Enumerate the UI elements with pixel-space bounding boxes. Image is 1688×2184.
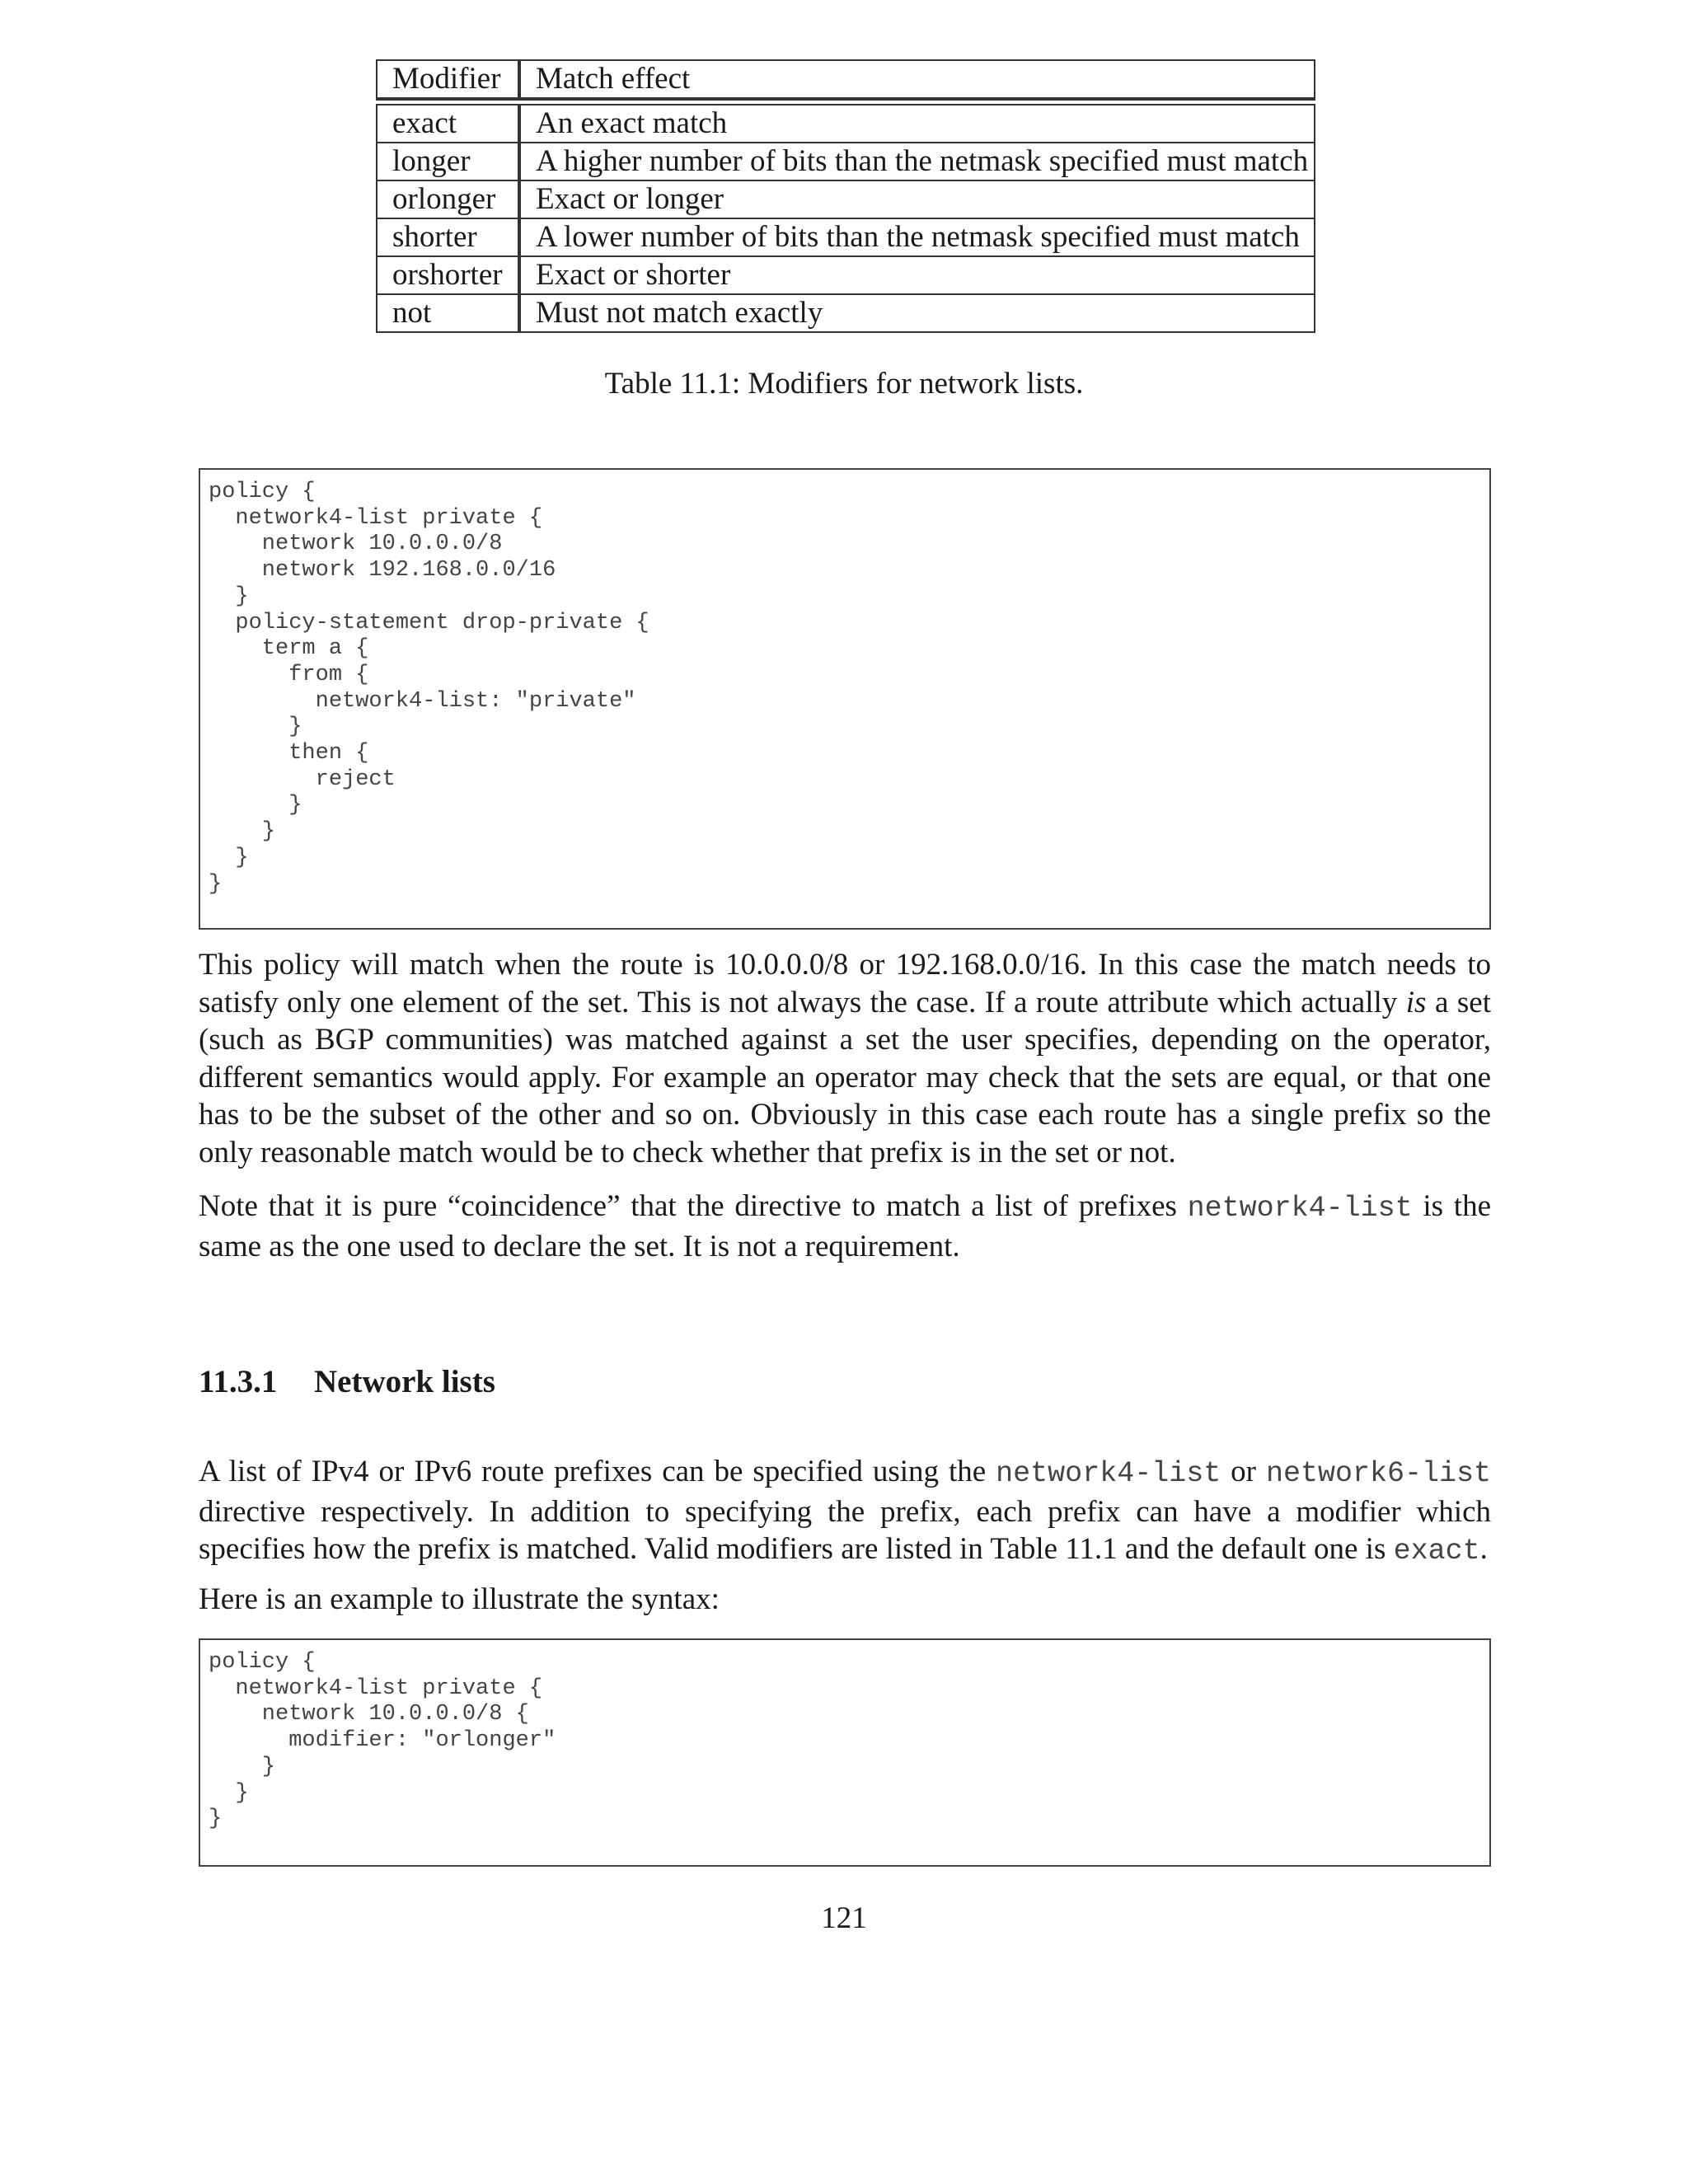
effect-cell: Must not match exactly — [519, 295, 1315, 333]
inline-code-exact: exact — [1393, 1535, 1480, 1568]
table-header-row — [376, 59, 1315, 99]
column-header-match-effect: Match effect — [519, 59, 1315, 99]
paragraph-text: or — [1221, 1455, 1266, 1488]
modifier-cell: shorter — [376, 219, 519, 257]
table-row — [376, 295, 1315, 333]
effect-cell: A lower number of bits than the netmask specified must match — [519, 219, 1315, 257]
code-block-orlonger-example — [199, 1638, 1491, 1867]
modifier-cell: orshorter — [376, 257, 519, 295]
table-caption: Table 11.1: Modifiers for network lists. — [604, 367, 1084, 401]
paragraph-text: A list of IPv4 or IPv6 route prefixes can be specified using the — [199, 1455, 996, 1488]
emphasis-is: is — [1405, 985, 1427, 1019]
paragraph-coincidence-note — [199, 1188, 1491, 1265]
table-row — [376, 219, 1315, 257]
paragraph-network-lists-intro — [199, 1453, 1491, 1571]
inline-code-network4-list: network4-list — [996, 1457, 1221, 1490]
code-text: policy { network4-list private { network 10.0.0.0/8 network 192.168.0.0/16 } policy-statement drop-private { term a { from { network4-list: "private" } then { reject } } } } — [209, 480, 649, 897]
modifiers-table — [376, 59, 1315, 333]
paragraph-text: a set (such as BGP communities) was matched against a set the user specifies, depending on the operator, different semantics would apply. For example an operator may check that the sets are equal, or that one has to be the subset of the other and so on. Obviously in this case each route has a single prefix so the only reasonable match would be to check whether that prefix is in the set or not. — [199, 985, 1491, 1169]
section-heading — [199, 1363, 495, 1400]
paragraph-text: is the same as the one used to declare the set. It is not a requirement. — [199, 1189, 1491, 1263]
modifier-cell: exact — [376, 104, 519, 143]
table-row — [376, 143, 1315, 181]
table-row — [376, 257, 1315, 295]
section-number: 11.3.1 — [199, 1364, 278, 1399]
effect-cell: Exact or longer — [519, 181, 1315, 219]
effect-cell: A higher number of bits than the netmask specified must match — [519, 143, 1315, 181]
code-text: policy { network4-list private { network 10.0.0.0/8 { modifier: "orlonger" } } } — [209, 1650, 556, 1832]
inline-code-network6-list: network6-list — [1265, 1457, 1491, 1490]
effect-cell: An exact match — [519, 104, 1315, 143]
table-row — [376, 104, 1315, 143]
column-header-modifier: Modifier — [376, 59, 519, 99]
paragraph-example-intro: Here is an example to illustrate the syntax: — [199, 1582, 720, 1616]
table-row — [376, 181, 1315, 219]
modifier-cell: orlonger — [376, 181, 519, 219]
paragraph-text: This policy will match when the route is 10.0.0.0/8 or 192.168.0.0/16. In this case the match needs to satisfy only one element of the set. This is not always the case. If a route attribute which actually — [199, 948, 1491, 1019]
section-title: Network lists — [314, 1364, 495, 1399]
paragraph-text: . — [1479, 1532, 1488, 1566]
page-number: 121 — [821, 1901, 867, 1935]
modifier-cell: longer — [376, 143, 519, 181]
modifier-cell: not — [376, 295, 519, 333]
inline-code-network4-list: network4-list — [1187, 1192, 1413, 1225]
paragraph-text: Note that it is pure “coincidence” that the directive to match a list of prefixes — [199, 1189, 1188, 1223]
paragraph-policy-match — [199, 946, 1491, 1171]
paragraph-text: directive respectively. In addition to specifying the prefix, each prefix can have a modifier which specifies how the prefix is matched. Valid modifiers are listed in Table 11.1 and the default one is — [199, 1494, 1491, 1566]
effect-cell: Exact or shorter — [519, 257, 1315, 295]
code-block-drop-private — [199, 468, 1491, 930]
